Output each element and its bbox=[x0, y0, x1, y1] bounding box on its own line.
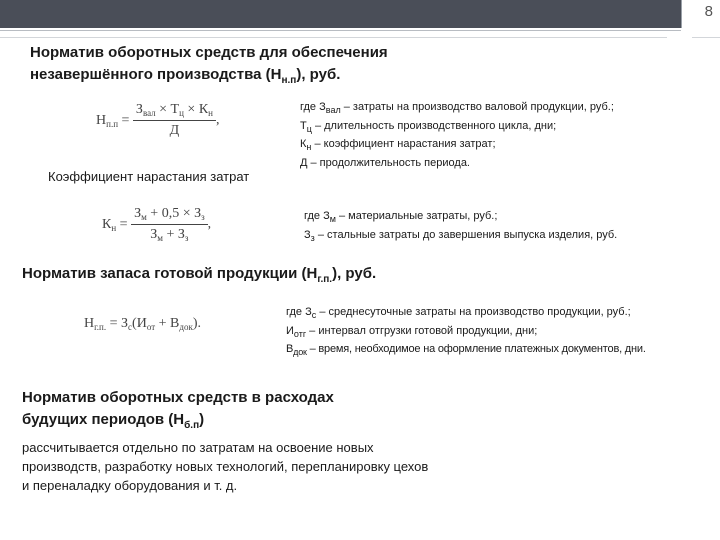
section4-title-line1: Норматив оборотных средств в расходах bbox=[22, 389, 334, 406]
desc-line: где $З_{вал}$ – затраты на производство валовой продукции, руб.; bbox=[300, 101, 614, 115]
section3-description bbox=[286, 305, 718, 361]
section4-title-line2: будущих периодов $(Н_{б.п})$ bbox=[22, 411, 205, 431]
desc-line: $К_н$ – коэффициент нарастания затрат; bbox=[300, 138, 496, 152]
body-line: производств, разработку новых технологий, перепланировку цехов bbox=[22, 459, 429, 474]
desc-line: где $З_с$ – среднесуточные затраты на производство продукции, руб.; bbox=[286, 306, 631, 320]
header-dark-band bbox=[0, 0, 681, 28]
section1-title-line2: незавершённого производства $(Н_{н.п})$, руб. bbox=[30, 66, 341, 86]
section2-formula: $К_н$ = $\frac{З_м + 0,5 \times З_з}{З_м + З_з}$ , bbox=[102, 206, 212, 243]
body-line: и переналадку оборудования и т. д. bbox=[22, 478, 238, 493]
desc-line: $З_з$ – стальные затраты до завершения выпуска изделия, руб. bbox=[304, 228, 618, 243]
desc-line: где $З_м$ – материальные затраты, руб.; bbox=[304, 210, 498, 224]
desc-line: Д – продолжительность периода. bbox=[300, 156, 470, 169]
desc-line: $Т_ц$ – длительность производственного цикла, дни; bbox=[300, 119, 557, 134]
section1-title bbox=[30, 42, 388, 92]
section1-description bbox=[300, 100, 614, 174]
section1-formula: $Н_{п.п}$ = $\frac{З_{вал} \times Т_ц \times К_н}{Д}$ , bbox=[96, 102, 220, 138]
header-divider-secondary bbox=[0, 37, 667, 38]
section4-title bbox=[22, 387, 334, 437]
page-number: 8 bbox=[704, 3, 713, 20]
header-divider-right bbox=[692, 37, 720, 38]
slide-header-bar bbox=[0, 0, 720, 28]
section3-title: Норматив запаса готовой продукции $(Н_{г.п.})$, руб. bbox=[22, 265, 377, 285]
desc-line: $В_{док}$ – время, необходимое на оформление платежных документов, дни. bbox=[286, 343, 646, 357]
section1-title-line1: Норматив оборотных средств для обеспечения bbox=[30, 44, 388, 61]
body-line: рассчитывается отдельно по затратам на освоение новых bbox=[22, 440, 374, 455]
section3-formula: $Н_{г.п.} = З_с(И_{от} + В_{док})$. bbox=[84, 316, 202, 332]
section2-label: Коэффициент нарастания затрат bbox=[48, 169, 250, 184]
desc-line: $И_{отг}$ – интервал отгрузки готовой продукции, дни; bbox=[286, 324, 538, 339]
section4-body bbox=[22, 438, 428, 495]
header-divider bbox=[0, 30, 681, 31]
page-number-box bbox=[681, 0, 720, 28]
section2-description bbox=[304, 209, 617, 246]
